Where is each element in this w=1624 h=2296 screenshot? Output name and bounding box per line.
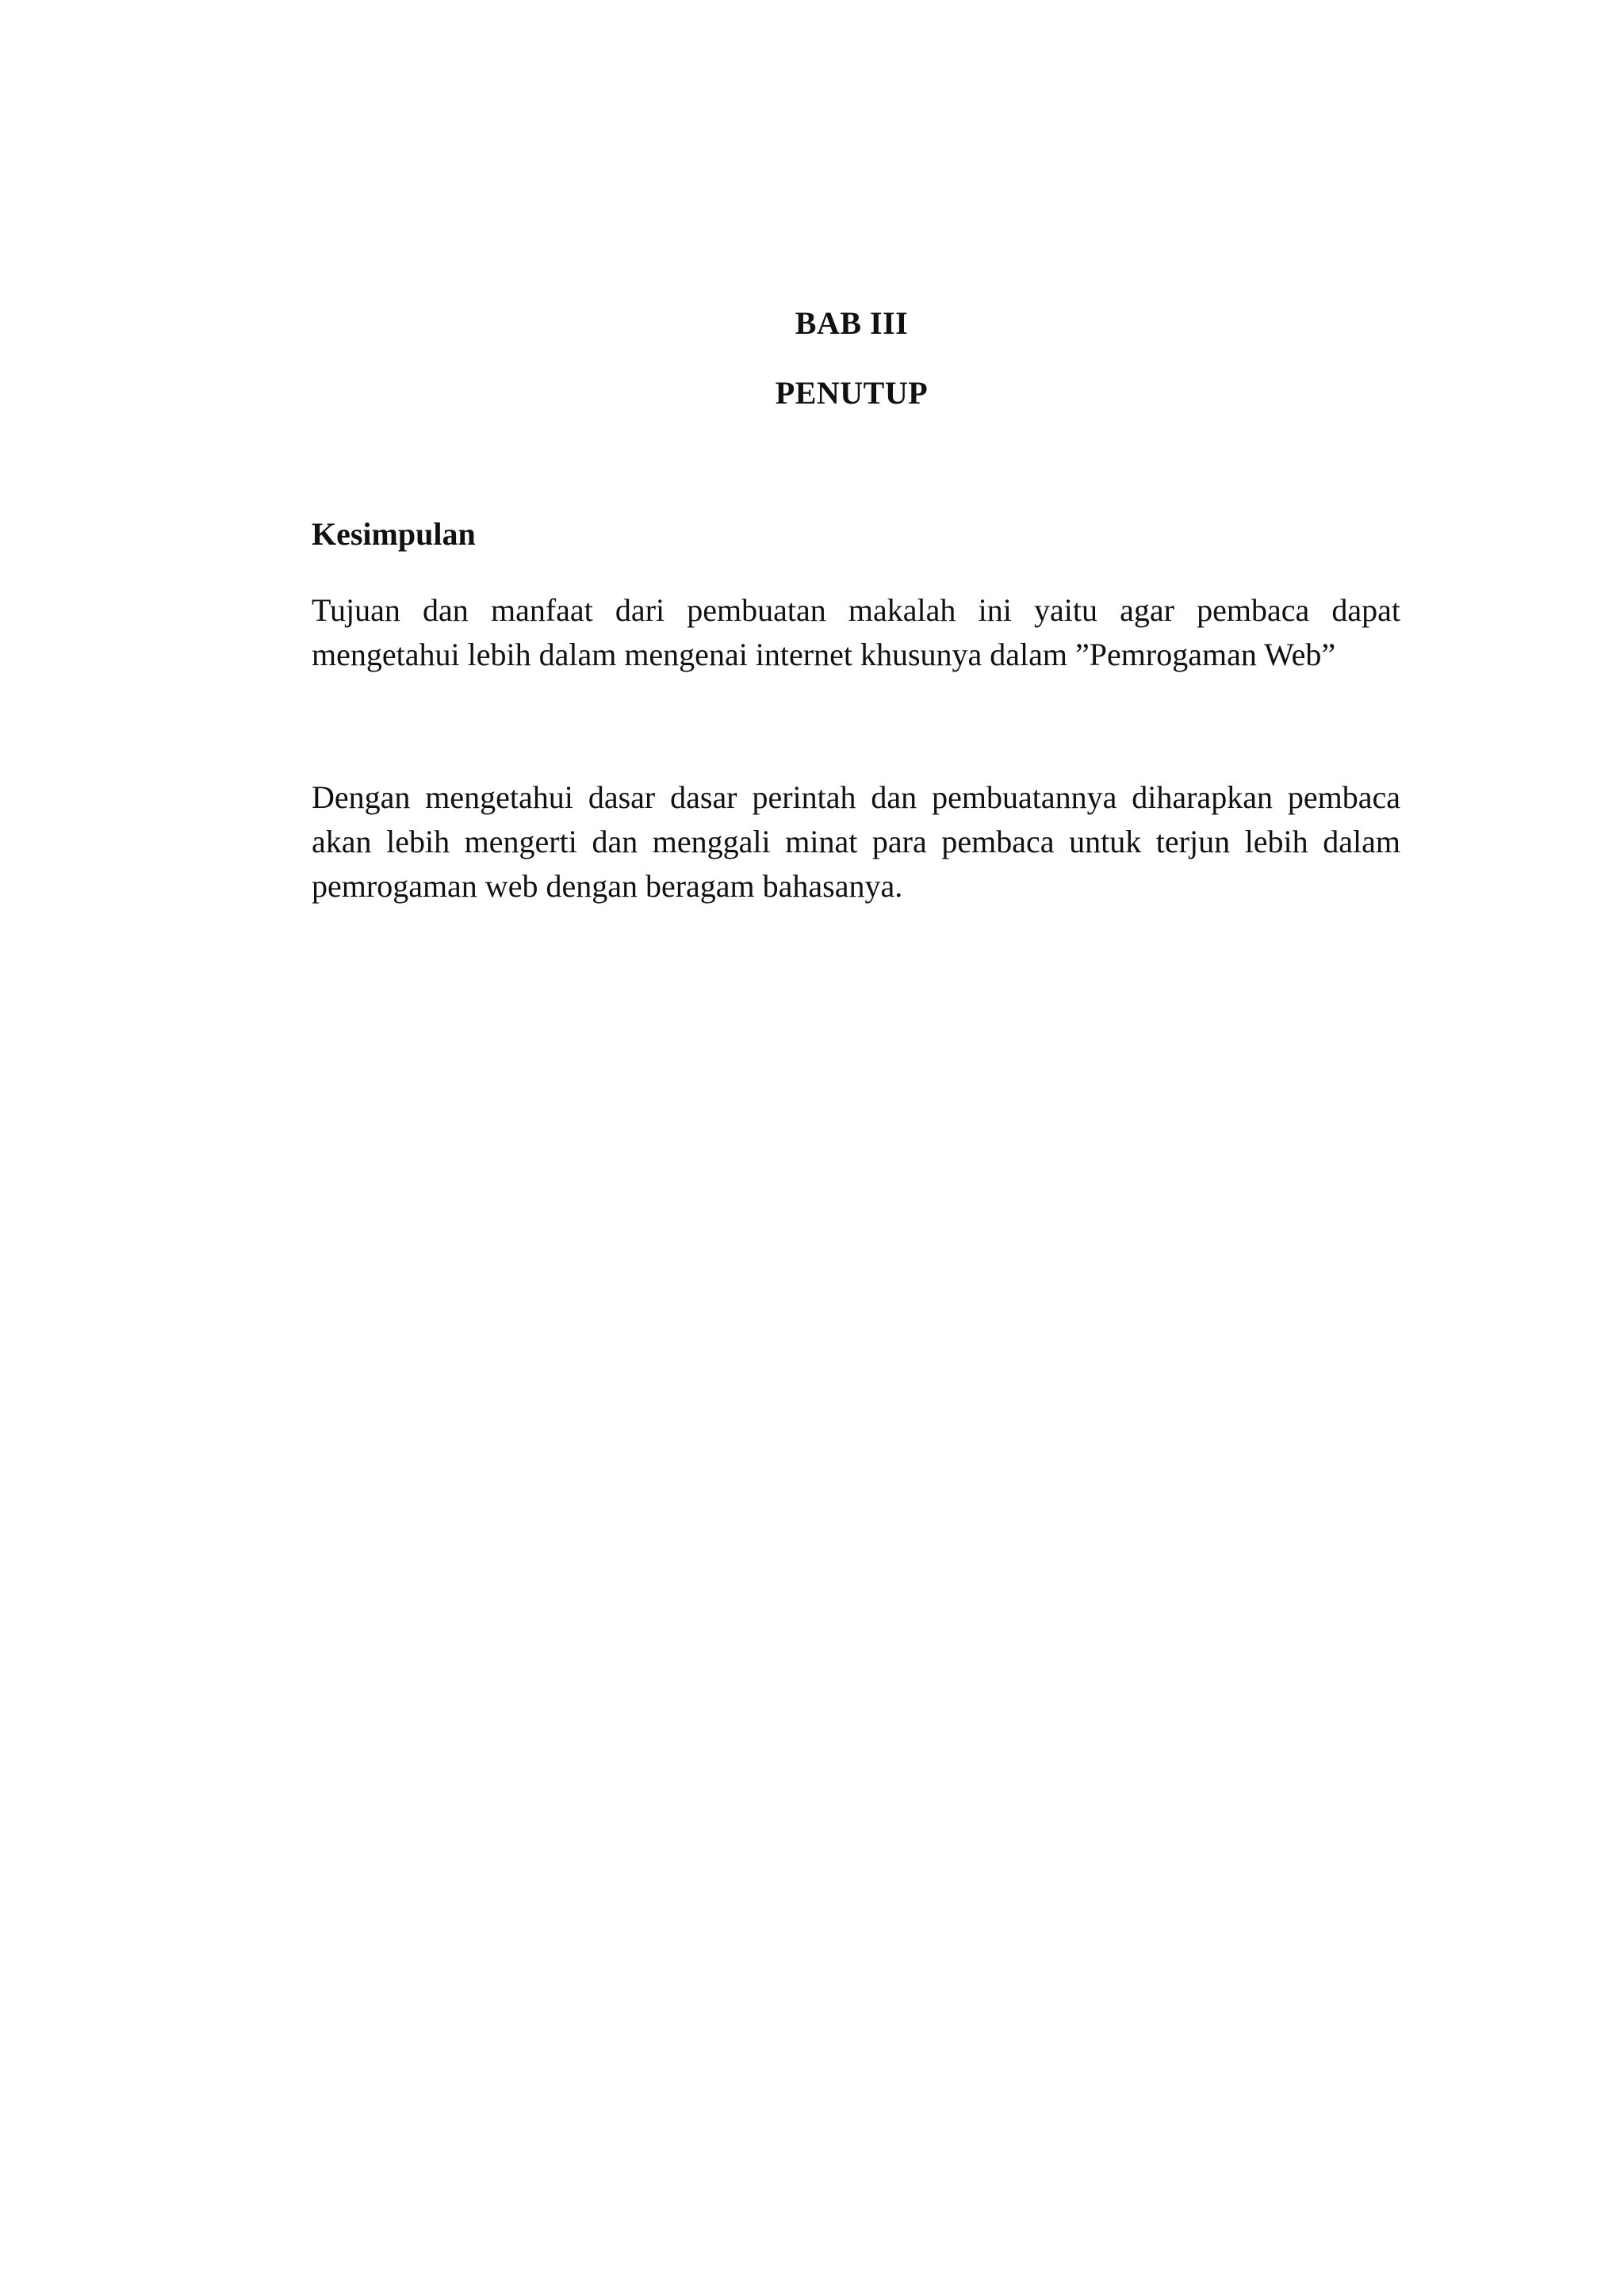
chapter-number: BAB III <box>795 305 909 341</box>
chapter-title: PENUTUP <box>775 375 929 411</box>
paragraph-conclusion: Dengan mengetahui dasar dasar perintah dan pembuatannya diharapkan pembaca akan lebih mengerti dan menggali minat para pembaca untuk terjun lebih dalam pemrogaman web dengan beragam bahasanya. <box>312 779 1400 904</box>
section-heading: Kesimpulan <box>312 516 476 552</box>
paragraph-purpose: Tujuan dan manfaat dari pembuatan makalah ini yaitu agar pembaca dapat mengetahui lebih dalam mengenai internet khusunya dalam ”Pemrogaman Web” <box>312 592 1400 672</box>
